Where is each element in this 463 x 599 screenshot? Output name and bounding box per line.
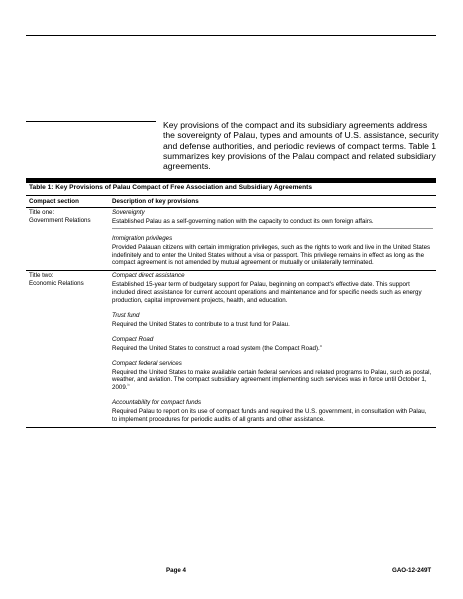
footnote-marker: a (319, 343, 322, 348)
report-code: GAO-12-249T (392, 567, 432, 574)
page-number: Page 4 (166, 567, 186, 574)
provision-text: Required the United States to contribute to a trust fund for Palau. (112, 320, 290, 328)
provision-block (112, 235, 433, 271)
provision-title: Accountability for compact funds (112, 399, 202, 407)
table-title-bar (26, 178, 436, 183)
table-row (26, 207, 436, 270)
provision-block (112, 360, 433, 400)
key-provisions-table (26, 195, 436, 428)
top-rule (26, 35, 436, 36)
provision-block (112, 312, 433, 336)
provision-block (112, 272, 433, 312)
provision-text-body: Required the United States to construct a road system (the Compact Road). (112, 344, 320, 352)
table-row (26, 271, 436, 428)
provision-title: Sovereignty (112, 208, 145, 216)
section-cell (26, 271, 109, 428)
section-name: Economic Relations (29, 280, 84, 288)
provision-text-body: Required the United States to make available certain federal services and related programs to Palau, such as postal, weather, and aviation. The compact subsidiary agreement implementing such services was in force until October 1, 2009. (112, 368, 432, 392)
provision-text: Established Palau as a self-governing nation with the capacity to conduct its own foreign affairs. (112, 217, 374, 225)
intro-paragraph: Key provisions of the compact and its subsidiary agreements address the sovereignty of Palau, types and amounts of U.S. assistance, security and defense authorities, and periodic reviews of compact terms. Table 1 summarizes key provisions of the Palau compact and related subsidiary agreements. (163, 120, 439, 172)
provision-text (112, 368, 433, 393)
left-margin-rule (26, 121, 156, 122)
provision-block (112, 209, 433, 229)
provision-title: Trust fund (112, 311, 140, 319)
section-cell (26, 207, 109, 270)
table-header-row (26, 196, 436, 208)
provision-title: Compact Road (112, 335, 154, 343)
provision-title: Immigration privileges (112, 234, 173, 242)
description-cell (109, 207, 436, 270)
header-description: Description of key provisions (109, 196, 436, 208)
description-cell (109, 271, 436, 428)
table-title: Table 1: Key Provisions of Palau Compact of Free Association and Subsidiary Agreements (29, 184, 312, 191)
provision-title: Compact direct assistance (112, 272, 185, 280)
provision-text: Provided Palauan citizens with certain immigration privileges, such as the rights to work and live in the United States indefinitely and to enter the United States without a visa or passport. This privilege remains in effect as long as the compact agreement is not amended by mutual agreement or mutually or unilaterally terminated. (112, 243, 431, 267)
provision-text: Established 15-year term of budgetary support for Palau, beginning on compact's effective date. This support included direct assistance for current account operations and maintenance and for specific needs such as energy production, capital improvement projects, health, and education. (112, 281, 422, 305)
section-title-two: Title two: (29, 272, 54, 280)
provision-text: Required Palau to report on its use of compact funds and required the U.S. government, in consultation with Palau, to implement procedures for periodic audits of all grants and other assistance. (112, 408, 427, 424)
section-name: Government Relations (29, 216, 91, 224)
footnote-marker: b (127, 383, 130, 388)
provision-block (112, 336, 433, 360)
provision-text (112, 344, 433, 353)
provision-title: Compact federal services (112, 359, 182, 367)
section-title-one: Title one: (29, 208, 55, 216)
header-compact-section: Compact section (26, 196, 109, 208)
provision-block (112, 399, 433, 427)
